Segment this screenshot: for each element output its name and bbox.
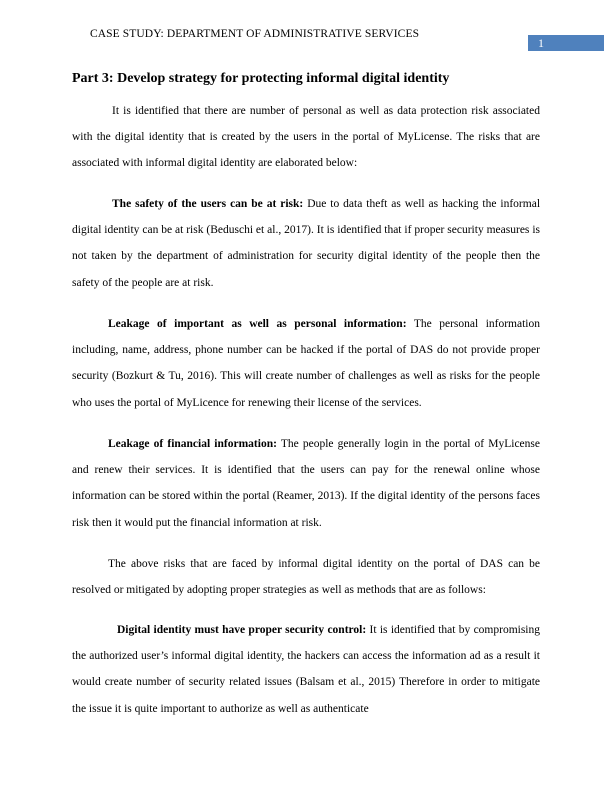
paragraph-lead: Leakage of important as well as personal information:: [108, 318, 407, 330]
paragraph-text: The personal information including, name, address, phone number can be hacked if the portal of DAS do not provide proper security (Bozkurt & Tu, 2016). This will create number of challenges as well as risks for the people who uses the portal of MyLicence for renewing their license of the services.: [72, 318, 540, 409]
paragraph-intro: [72, 98, 540, 177]
paragraph-mitigation-intro: [72, 551, 540, 603]
paragraph-lead: The safety of the users can be at risk:: [112, 198, 304, 210]
paragraph-financial-info-leak: [72, 431, 540, 536]
paragraph-lead: Leakage of financial information:: [108, 438, 277, 450]
paragraph-text: Due to data theft as well as hacking the informal digital identity can be at risk (Beduschi et al., 2017). It is identified that if proper security measures is not taken by the department of administration for security digital identity of the people then the safety of the people are at risk.: [72, 198, 541, 289]
paragraph-text: The people generally login in the portal of MyLicense and renew their services. It is identified that the users can pay for the renewal online whose information can be stored within the portal (Reamer, 2013). If the digital identity of the persons faces risk then it would put the financial information at risk.: [72, 438, 540, 529]
page-number-badge: [528, 35, 604, 51]
paragraph-personal-info-leak: [72, 311, 540, 416]
paragraph-user-safety: [72, 191, 540, 296]
paragraph-text: The above risks that are faced by informal digital identity on the portal of DAS can be resolved or mitigated by adopting proper strategies as well as methods that are as follows:: [72, 558, 540, 597]
section-title: Part 3: Develop strategy for protecting informal digital identity: [72, 71, 450, 86]
page-number: 1: [538, 36, 544, 50]
paragraph-text: It is identified that there are number of personal as well as data protection risk associated with the digital identity that is created by the users in the portal of MyLicense. The risks that are associated with informal digital identity are elaborated below:: [72, 105, 540, 170]
paragraph-text: It is identified that by compromising the authorized user’s informal digital identity, the hackers can access the information ad as a result it would create number of security related issues (Balsam et al., 2015) Therefore in order to mitigate the issue it is quite important to authorize as well as authenticate: [72, 624, 541, 715]
running-head: CASE STUDY: DEPARTMENT OF ADMINISTRATIVE SERVICES: [90, 28, 420, 40]
paragraph-security-control: [72, 617, 540, 722]
paragraph-lead: Digital identity must have proper security control:: [117, 624, 367, 636]
